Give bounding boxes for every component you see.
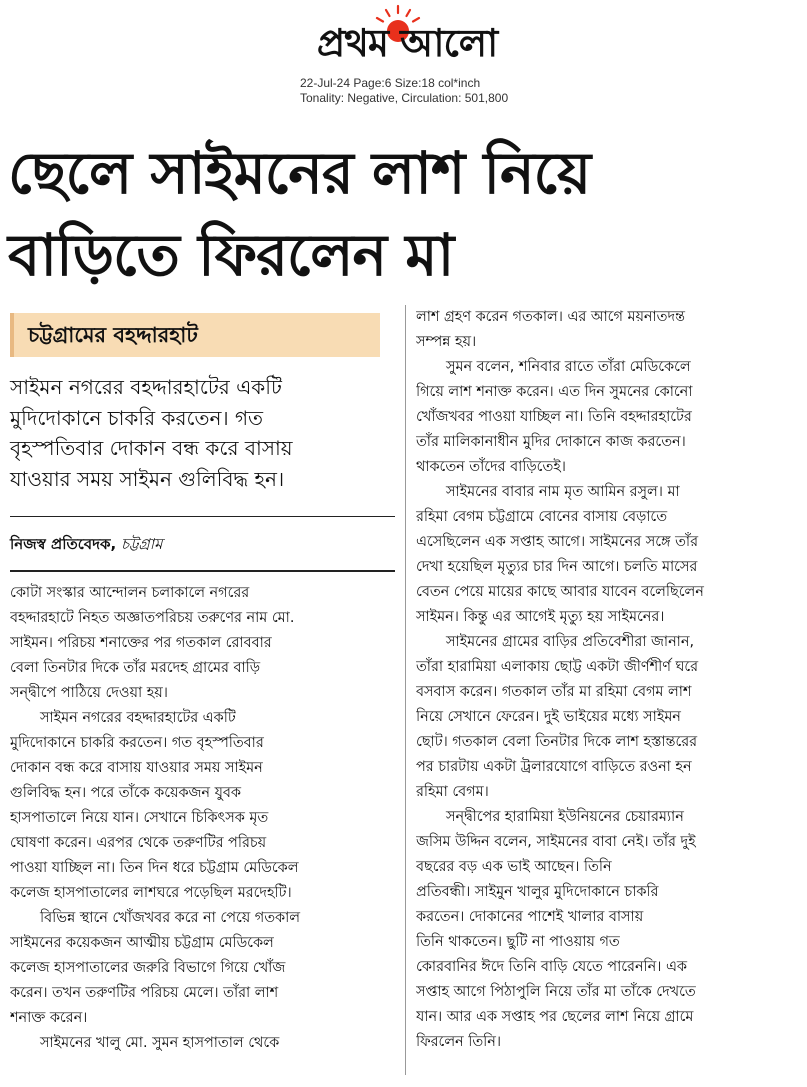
body-line: ফিরলেন তিনি। (416, 1034, 501, 1050)
byline (10, 533, 390, 558)
body-line: পাওয়া যাচ্ছিল না। তিন দিন ধরে চট্টগ্রাম মেডিকেল (10, 860, 299, 876)
body-line: খোঁজখবর পাওয়া যাচ্ছিল না। তিনি বহদ্দারহাটের (416, 409, 692, 425)
column-divider (405, 305, 406, 1075)
byline-name: নিজস্ব প্রতিবেদক, (10, 535, 117, 553)
body-line: জসিম উদ্দিন বলেন, সাইমনের বাবা নেই। তাঁর দুই (416, 834, 696, 850)
body-line: করেন। তখন তরুণটির পরিচয় মেলে। তাঁরা লাশ (10, 985, 279, 1001)
body-line: সন্দ্বীপে পাঠিয়ে দেওয়া হয়। (10, 685, 168, 701)
body-line: সাইমনের বাবার নাম মৃত আমিন রসুল। মা (446, 484, 680, 500)
body-line: তাঁর মালিকানাধীন মুদির দোকানে কাজ করতেন। (416, 434, 686, 450)
body-line: যান। আর এক সপ্তাহ পর ছেলের লাশ নিয়ে গ্রামে (416, 1009, 694, 1025)
body-line: বহদ্দারহাটে নিহত অজ্ঞাতপরিচয় তরুণের নাম মো. (10, 610, 295, 626)
body-line: বেতন পেয়ে মায়ের কাছে আবার যাবেন বলেছিলেন (416, 584, 704, 600)
deck-line: মুদিদোকানে চাকরি করতেন। গত (10, 405, 264, 430)
body-line: বছরের বড় এক ভাই আছেন। তিনি (416, 859, 612, 875)
body-line: করতেন। দোকানের পাশেই খালার বাসায় (416, 909, 644, 925)
body-line: কলেজ হাসপাতালের লাশঘরে পড়েছিল মরদেহটি। (10, 885, 292, 901)
body-line: সুমন বলেন, শনিবার রাতে তাঁরা মেডিকেলে (446, 359, 691, 375)
body-line: কলেজ হাসপাতালের জরুরি বিভাগে গিয়ে খোঁজ (10, 960, 286, 976)
headline-line: ছেলে সাইমনের লাশ নিয়ে (8, 139, 591, 207)
meta-line: 22-Jul-24 Page:6 Size:18 col*inch (300, 76, 481, 90)
divider (10, 516, 395, 517)
body-line: সপ্তাহ আগে পিঠাপুলি নিয়ে তাঁর মা তাঁকে দেখতে (416, 984, 696, 1000)
body-line: থাকতেন তাঁদের বাড়িতেই। (416, 459, 566, 475)
article-column-right (416, 305, 800, 1055)
body-line: বেলা তিনটার দিকে তাঁর মরদেহ গ্রামের বাড়ি (10, 660, 261, 676)
body-line: সাইমনের গ্রামের বাড়ির প্রতিবেশীরা জানান, (446, 634, 695, 650)
deck-line: সাইমন নগরের বহদ্দারহাটের একটি (10, 375, 282, 399)
deck-line: যাওয়ার সময় সাইমন গুলিবিদ্ধ হন। (10, 466, 285, 491)
body-line: কোরবানির ঈদে তিনি বাড়ি যেতে পারেননি। এক (416, 959, 687, 975)
newspaper-logo (262, 4, 552, 70)
headline-line: বাড়িতে ফিরলেন মা (8, 221, 454, 289)
body-line: লাশ গ্রহণ করেন গতকাল। এর আগে ময়নাতদন্ত (416, 309, 685, 325)
body-line: সাইমন নগরের বহদ্দারহাটের একটি (40, 710, 236, 726)
body-line: রহিমা বেগম চট্টগ্রামে বোনের বাসায় বেড়াতে (416, 509, 667, 525)
location-kicker: চট্টগ্রামের বহদ্দারহাট (10, 313, 380, 357)
body-line: গিয়ে লাশ শনাক্ত করেন। এত দিন সুমনের কোনো (416, 384, 693, 400)
headline (8, 132, 798, 296)
body-line: প্রতিবন্ধী। সাইমুন খালুর মুদিদোকানে চাকরি (416, 884, 659, 900)
article-column-left (10, 581, 398, 1056)
body-line: বিভিন্ন স্থানে খোঁজখবর করে না পেয়ে গতকাল (40, 910, 300, 926)
body-line: তিনি থাকতেন। ছুটি না পাওয়ায় গত (416, 934, 620, 950)
body-line: ছোট। গতকাল বেলা তিনটার দিকে লাশ হস্তান্তরের (416, 734, 698, 750)
deck-summary (10, 372, 395, 494)
body-line: ঘোষণা করেন। এরপর থেকে তরুণটির পরিচয় (10, 835, 267, 851)
byline-city: চট্টগ্রাম (121, 535, 163, 553)
deck-line: বৃহস্পতিবার দোকান বন্ধ করে বাসায় (10, 436, 293, 460)
body-line: রহিমা বেগম। (416, 784, 489, 800)
meta-line: Tonality: Negative, Circulation: 501,800 (300, 91, 509, 105)
body-line: পর চারটায় একটা ট্রলারযোগে বাড়িতে রওনা হন (416, 759, 692, 775)
clipping-meta (300, 76, 600, 106)
body-line: সাইমনের খালু মো. সুমন হাসপাতাল থেকে (40, 1035, 280, 1051)
body-line: গুলিবিদ্ধ হন। পরে তাঁকে কয়েকজন যুবক (10, 785, 241, 801)
body-line: কোটা সংস্কার আন্দোলন চলাকালে নগরের (10, 585, 250, 601)
body-line: দোকান বন্ধ করে বাসায় যাওয়ার সময় সাইমন (10, 760, 263, 776)
body-line: নিয়ে সেখানে ফেরেন। দুই ভাইয়ের মধ্যে সাইমন (416, 709, 681, 725)
body-line: বসবাস করেন। গতকাল তাঁর মা রহিমা বেগম লাশ (416, 684, 692, 700)
masthead (0, 0, 807, 112)
body-line: শনাক্ত করেন। (10, 1010, 88, 1026)
body-line: সম্পন্ন হয়। (416, 334, 477, 350)
body-line: সাইমন। কিন্তু এর আগেই মৃত্যু হয় সাইমনের। (416, 609, 665, 625)
body-line: এসেছিলেন এক সপ্তাহ আগে। সাইমনের সঙ্গে তাঁর (416, 534, 699, 550)
body-line: সাইমনের কয়েকজন আত্মীয় চট্টগ্রাম মেডিকেল (10, 935, 274, 951)
body-line: সন্দ্বীপের হারামিয়া ইউনিয়নের চেয়ারম্যান (446, 809, 684, 825)
body-line: তাঁরা হারামিয়া এলাকায় ছোট্ট একটা জীর্ণশীর্ণ ঘরে (416, 659, 699, 675)
body-line: দেখা হয়েছিল মৃত্যুর চার দিন আগে। চলতি মাসের (416, 559, 698, 575)
body-line: সাইমন। পরিচয় শনাক্তের পর গতকাল রোববার (10, 635, 272, 651)
logo-text: প্রথম আলো (316, 21, 498, 65)
body-line: হাসপাতালে নিয়ে যান। সেখানে চিকিৎসক মৃত (10, 810, 269, 826)
body-line: মুদিদোকানে চাকরি করতেন। গত বৃহস্পতিবার (10, 735, 264, 751)
divider (10, 570, 395, 572)
